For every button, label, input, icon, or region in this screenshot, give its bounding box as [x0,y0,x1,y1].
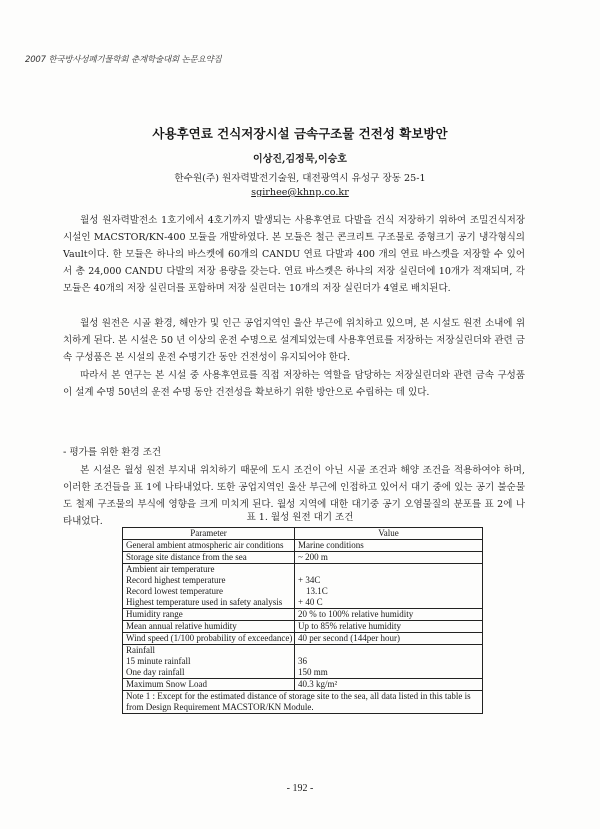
paragraph-3: 따라서 본 연구는 본 시설 중 사용후연료를 직접 저장하는 역할을 담당하는 저장실린더와 관련 금속 구성품이 설계 수명 50년의 운전 수명 동안 건전성을 확보하기 위한 방안으로 수립하는 데 있다. [63,370,525,398]
table-note-row [123,691,483,714]
table-cell-line: Highest temperature used in safety analysis [126,597,283,607]
table-cell: General ambient atmospheric air conditions [123,540,295,552]
table-row [123,552,483,564]
table-cell-stacked [123,564,295,609]
table-caption: 표 1. 월성 원전 대기 조건 [246,512,354,523]
affiliation: 한수원(주) 원자력발전기술원, 대전광역시 유성구 장동 25-1 [174,173,426,184]
table-cell-stacked [295,645,483,679]
table-cell: Storage site distance from the sea [123,552,295,564]
table-cell: Wind speed (1/100 probability of exceedance) [123,633,295,645]
table-row [123,540,483,552]
table-cell-line: Ambient air temperature [126,564,215,574]
paper-title: 사용후연료 건식저장시설 금속구조물 건전성 확보방안 [152,126,448,141]
table-cell: Marine conditions [295,540,483,552]
table-header-row [123,528,483,540]
table-cell: 40 per second (144per hour) [295,633,483,645]
table-row [123,679,483,691]
table-cell-line: + 40 C [298,597,323,607]
table-cell: Up to 85% relative humidity [295,621,483,633]
table-cell-line: 36 [298,656,307,666]
table-cell-line: Record lowest temperature [126,586,223,596]
table-cell: 20 % to 100% relative humidity [295,609,483,621]
table-cell: ~ 200 m [295,552,483,564]
table-row-group [123,564,483,609]
section-heading: - 평가를 위한 환경 조건 [63,447,162,458]
table-row-group [123,645,483,679]
table-cell-line: 13.1C [306,586,328,596]
table-cell-line: One day rainfall [126,667,185,677]
page-number: - 192 - [286,783,314,794]
table-cell: Humidity range [123,609,295,621]
table-row [123,621,483,633]
table-row [123,633,483,645]
table-cell-line: Record highest temperature [126,575,226,585]
table-cell: Maximum Snow Load [123,679,295,691]
column-header-parameter: Parameter [123,528,295,540]
paragraph-2: 월성 원전은 시골 환경, 해안가 및 인근 공업지역인 울산 부근에 위치하고 있으며, 본 시설도 원전 소내에 위치하게 된다. 본 시설은 50 년 이상의 운전 수명으로 설계되었는데 사용후연료를 저장하는 저장실린더와 관련 금속 구성품은 본 시설의 운전 수명기간 동안 건전성이 유지되어야 한다. [63,318,525,363]
paragraph-4: 본 시설은 월성 원전 부지내 위치하기 때문에 도시 조건이 아닌 시골 조건과 해양 조건을 적용하여야 하며, 이러한 조건들을 표 1에 나타내었다. 또한 공업지역인 울산 부근에 인접하고 있어서 대기 중에 있는 공기 불순물도 철제 구조물의 부식에 영향을 크게 미치게 된다. 월성 지역에 대한 대기중 공기 오염물질의 분포를 표 2에 나타내었다. [63,465,525,527]
email-line [0,187,600,198]
table-row [123,609,483,621]
table-cell-line: 15 minute rainfall [126,656,191,666]
table-cell-line [298,564,479,575]
table-note: Note 1 : Except for the estimated distance of storage site to the sea, all data listed in this table is from Design Requirement MACSTOR/KN Module. [123,691,483,714]
proceedings-header: 2007 한국방사성폐기물학회 춘계학술대회 논문요약집 [25,55,222,65]
author-list: 이상진,김정묵,이승호 [253,154,347,165]
table-cell-line: + 34C [298,575,321,585]
table-cell-stacked [123,645,295,679]
paragraph-1: 월성 원자력발전소 1호기에서 4호기까지 발생되는 사용후연료 다발을 건식 저장하기 위하여 조밀건식저장시설인 MACSTOR/KN-400 모듈을 개발하였다. 본 모듈은 철근 콘크리트 구조물로 중형크기 공기 냉각형식의 Vault이다. 한 모듈은 하나의 바스켓에 60개의 CANDU 연료 다발과 400 개의 연료 바스켓을 저장할 수 있어서 총 24,000 CANDU 다발의 저장 용량을 갖는다. 연료 바스켓은 하나의 저장 실린더에 10개가 적재되며, 각 모듈은 40개의 저장 실린더를 포함하며 저장 실린더는 10개의 저장 실린더가 4열로 배치된다. [63,215,525,294]
table-cell-stacked [295,564,483,609]
atmospheric-conditions-table [122,527,483,714]
table-cell-line: 150 mm [298,667,328,677]
email-address[interactable]: sgirhee@khnp.co.kr [251,187,349,198]
table-cell: Mean annual relative humidity [123,621,295,633]
table-cell-line: Rainfall [126,645,155,655]
table-cell-line [298,645,479,656]
table-cell: 40.3 kg/m² [295,679,483,691]
column-header-value: Value [295,528,483,540]
